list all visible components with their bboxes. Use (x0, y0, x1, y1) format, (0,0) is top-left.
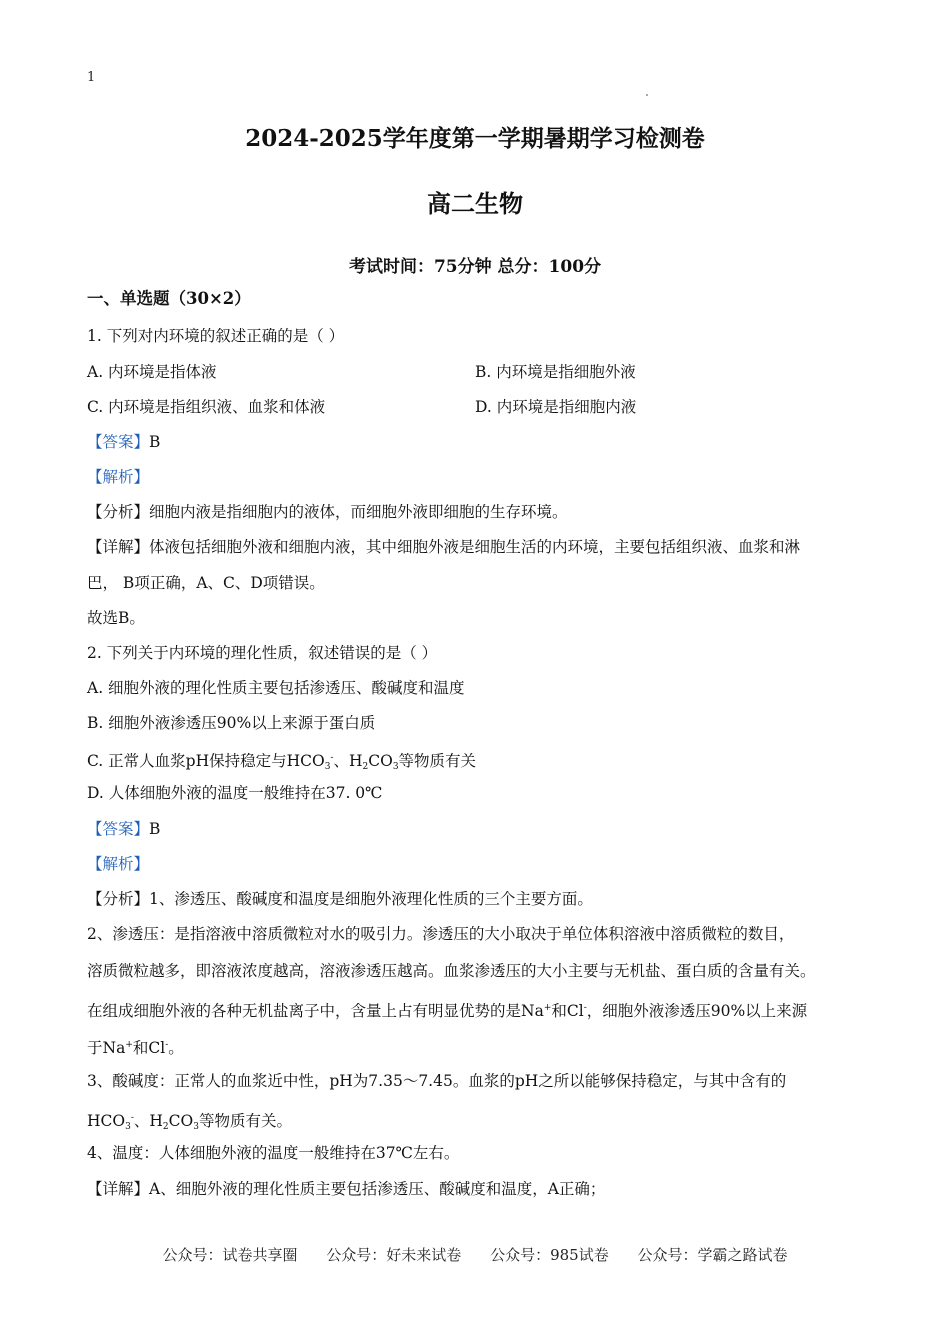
q2-option-a: A. 细胞外液的理化性质主要包括渗透压、酸碱度和温度 (87, 679, 465, 697)
q1-fenxi (87, 502, 568, 522)
q2-option-b: B. 细胞外液渗透压90%以上来源于蛋白质 (87, 714, 376, 732)
fenxi-text: 细胞内液是指细胞内的液体，而细胞外液即细胞的生存环境。 (149, 503, 568, 521)
exam-info: 考试时间：75分钟 总分：100分 (348, 257, 602, 277)
subject-title: 高二生物 (427, 189, 523, 218)
text: 等物质有关 (398, 752, 477, 770)
text: HCO (87, 1112, 126, 1130)
q1-option-b: B. 内环境是指细胞外液 (475, 363, 636, 381)
answer-value: B (149, 820, 161, 838)
q1-option-a: A. 内环境是指体液 (87, 363, 217, 381)
q1-analysis-tag: 【解析】 (87, 468, 150, 486)
q2-point3-line2 (87, 1108, 292, 1137)
xiangjie-tag: 【详解】 (87, 538, 150, 556)
q1-xiangjie-cont: 巴， B项正确，A、C、D项错误。 (87, 574, 325, 592)
answer-tag: 【答案】 (87, 820, 150, 838)
text: 等物质有关。 (198, 1112, 292, 1130)
subscript: 2 (162, 1122, 169, 1132)
text: 、H (333, 752, 363, 770)
q2-option-d: D. 人体细胞外液的温度一般维持在37. 0℃ (87, 784, 383, 802)
subscript: 2 (362, 762, 369, 772)
page-number: 1 (87, 70, 96, 85)
fenxi-tag: 【分析】 (87, 890, 150, 908)
superscript: - (583, 1003, 587, 1013)
subscript: 3 (125, 1122, 131, 1132)
footer-item: 公众号：好未来试卷 (326, 1246, 462, 1264)
q2-answer (87, 819, 160, 839)
q2-point2-line3 (87, 998, 807, 1021)
text: C. 正常人血浆pH保持稳定与HCO (87, 752, 325, 770)
text: 。 (168, 1039, 184, 1057)
footer-item: 公众号：试卷共享圈 (162, 1246, 298, 1264)
q2-point2-line1: 2、渗透压：是指溶液中溶质微粒对水的吸引力。渗透压的大小取决于单位体积溶液中溶质微粒的数目， (87, 925, 795, 943)
q2-analysis-tag: 【解析】 (87, 855, 150, 873)
q2-point3-line1: 3、酸碱度：正常人的血浆近中性，pH为7.35～7.45。血浆的pH之所以能够保持稳定，与其中含有的 (87, 1072, 787, 1090)
footer (0, 1244, 950, 1265)
xiangjie-tag: 【详解】 (87, 1180, 150, 1198)
text: CO (368, 752, 393, 770)
q2-stem: 2. 下列关于内环境的理化性质，叙述错误的是（ ） (87, 644, 438, 662)
superscript: - (330, 753, 334, 763)
text: 和Cl (132, 1039, 166, 1057)
text: 于Na (87, 1039, 126, 1057)
superscript: - (165, 1040, 169, 1050)
q1-stem: 1. 下列对内环境的叙述正确的是（ ） (87, 327, 345, 345)
footer-item: 公众号：学霸之路试卷 (637, 1246, 788, 1264)
superscript: - (130, 1113, 134, 1123)
subscript: 3 (392, 762, 399, 772)
subscript: 3 (324, 762, 331, 772)
q2-point2-line4 (87, 1035, 184, 1058)
superscript: + (125, 1040, 133, 1050)
speck (646, 94, 648, 96)
fenxi-text: 1、渗透压、酸碱度和温度是细胞外液理化性质的三个主要方面。 (149, 890, 593, 908)
q2-point2-line2: 溶质微粒越多，即溶液浓度越高，溶液渗透压越高。血浆渗透压的大小主要与无机盐、蛋白质的含量有关。 (87, 962, 816, 980)
footer-item: 公众号：985试卷 (490, 1246, 609, 1264)
fenxi-tag: 【分析】 (87, 503, 150, 521)
answer-tag: 【答案】 (87, 433, 150, 451)
text: 、H (133, 1112, 163, 1130)
q2-option-c (87, 748, 476, 777)
exam-title: 2024-2025学年度第一学期暑期学习检测卷 (245, 125, 705, 152)
q1-option-d: D. 内环境是指细胞内液 (475, 398, 637, 416)
q2-point4: 4、温度：人体细胞外液的温度一般维持在37℃左右。 (87, 1144, 460, 1162)
xiangjie-text: 体液包括细胞外液和细胞内液，其中细胞外液是细胞生活的内环境，主要包括组织液、血浆和淋 (149, 538, 801, 556)
q1-conclusion: 故选B。 (87, 609, 145, 627)
superscript: + (543, 1003, 552, 1013)
q1-answer (87, 432, 160, 452)
subscript: 3 (193, 1122, 199, 1132)
q2-fenxi (87, 889, 593, 909)
section-heading: 一、单选题（30×2） (87, 289, 251, 308)
text: ，细胞外液渗透压90%以上来源 (586, 1002, 808, 1020)
q2-xiangjie (87, 1179, 605, 1199)
text: 在组成细胞外液的各种无机盐离子中，含量上占有明显优势的是Na (87, 1002, 544, 1020)
answer-value: B (149, 433, 161, 451)
text: CO (168, 1112, 194, 1130)
text: 和Cl (551, 1002, 584, 1020)
xiangjie-text: A、细胞外液的理化性质主要包括渗透压、酸碱度和温度，A正确； (149, 1180, 606, 1198)
q1-xiangjie (87, 537, 800, 557)
q1-option-c: C. 内环境是指组织液、血浆和体液 (87, 398, 326, 416)
